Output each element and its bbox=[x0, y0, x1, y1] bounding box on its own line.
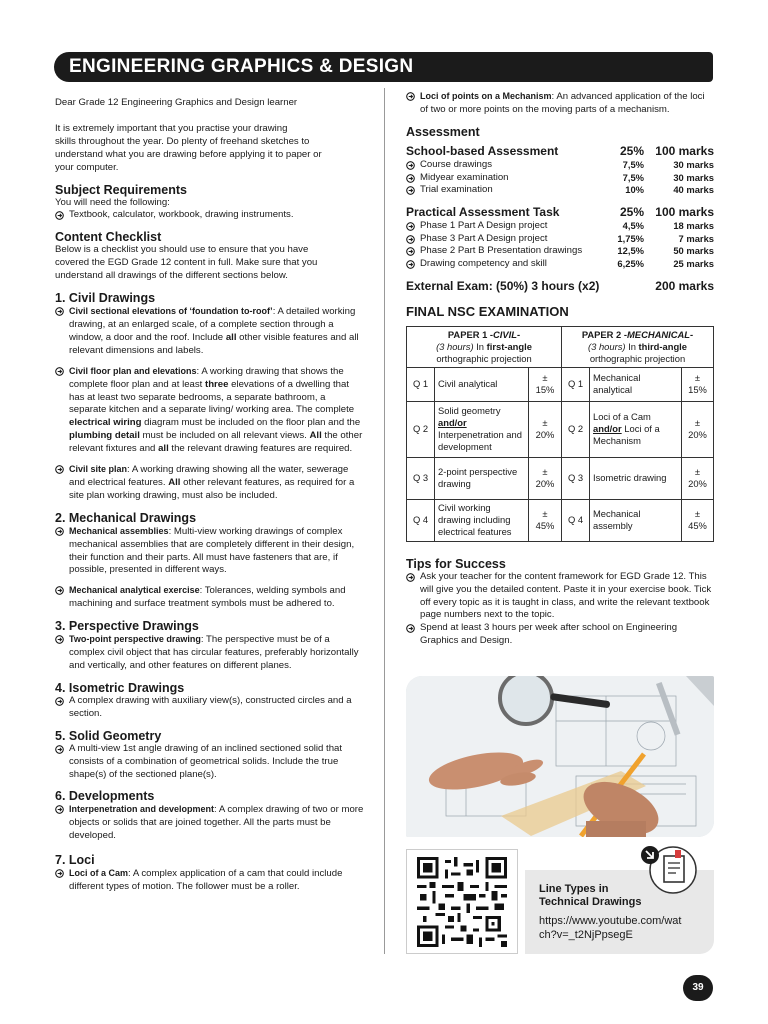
table-header-row bbox=[407, 326, 714, 367]
mechanical-heading: 2. Mechanical Drawings bbox=[55, 510, 197, 525]
title-bar bbox=[54, 52, 713, 82]
page-number: 39 bbox=[683, 975, 713, 1001]
arrow-bullet-icon bbox=[55, 211, 64, 220]
subject-requirements-heading: Subject Requirements bbox=[55, 182, 187, 197]
list-item: Loci of points on a Mechanism: An advanced application of the loci of two or more points on the moving parts of a mechanism. bbox=[406, 90, 714, 117]
assessment-row: Midyear examination 7,5% 30 marks bbox=[406, 172, 714, 185]
subject-requirements-text: You will need the following: bbox=[55, 196, 170, 208]
arrow-bullet-icon bbox=[55, 697, 64, 706]
assessment-row: Course drawings 7,5% 30 marks bbox=[406, 159, 714, 172]
pat-header-row: Practical Assessment Task 25% 100 marks bbox=[406, 204, 714, 219]
checklist-line-2: covered the EGD Grade 12 content in full. Make sure that you bbox=[55, 257, 318, 269]
left-column bbox=[55, 97, 365, 894]
list-item: Mechanical analytical exercise: Tolerances, welding symbols and machining and surface treatment symbols must be adhered to. bbox=[55, 584, 365, 611]
list-item: A multi-view 1st angle drawing of an inclined sectioned solid that consists of a combination of geometrical solids. Include the true shape(s) of the sectioned plane(s). bbox=[55, 743, 365, 782]
arrow-bullet-icon bbox=[55, 745, 64, 754]
arrow-bullet-icon bbox=[406, 260, 415, 274]
list-item: A complex drawing with auxiliary view(s), constructed circles and a section. bbox=[55, 695, 365, 721]
content-checklist-heading: Content Checklist bbox=[55, 230, 162, 245]
list-item: Interpenetration and development: A complex drawing of two or more objects or solids that are joined together. All the parts must be developed. bbox=[55, 803, 365, 843]
intro-line-3: understand what you are drawing before applying it to paper or bbox=[55, 148, 322, 160]
video-title: Line Types in Technical Drawings bbox=[539, 883, 642, 908]
arrow-bullet-icon bbox=[406, 186, 415, 200]
checklist-line-3: understand all drawings of the different sections below. bbox=[55, 270, 288, 282]
page-title: ENGINEERING GRAPHICS & DESIGN bbox=[69, 56, 414, 77]
greeting: Dear Grade 12 Engineering Graphics and Design learner bbox=[55, 97, 298, 108]
table-row: Q 2 Solid geometry and/or Interpenetration and development ± 20% Q 2 Loci of a Cam and/or Loci of a Mechanism ± 20% bbox=[407, 401, 714, 457]
arrow-bullet-icon bbox=[55, 527, 64, 536]
table-row: Q 1 Civil analytical ± 15% Q 1 Mechanical analytical ± 15% bbox=[407, 367, 714, 401]
paper-1-header: PAPER 1 -CIVIL- (3 hours) In first-angle orthographic projection bbox=[407, 326, 562, 367]
list-item: Loci of a Cam: A complex application of a cam that could include different types of motion. The follower must be a roller. bbox=[55, 867, 365, 894]
column-divider bbox=[384, 88, 385, 954]
intro-line-4: your computer. bbox=[55, 161, 119, 173]
arrow-bullet-icon bbox=[406, 573, 415, 582]
list-item: Two-point perspective drawing: The perspective must be of a complex civil object that has circular features, preferably horizontally and vertically, and other features on different planes. bbox=[55, 633, 365, 673]
perspective-heading: 3. Perspective Drawings bbox=[55, 619, 199, 634]
qr-code[interactable] bbox=[406, 849, 518, 954]
list-item: Textbook, calculator, workbook, drawing instruments. bbox=[55, 209, 365, 222]
assessment-row: Trial examination 10% 40 marks bbox=[406, 184, 714, 197]
arrow-bullet-icon bbox=[406, 92, 415, 101]
assessment-row: Drawing competency and skill 6,25% 25 marks bbox=[406, 258, 714, 271]
tips-heading: Tips for Success bbox=[406, 556, 506, 571]
assessment-row: Phase 3 Part A Design project 1,75% 7 marks bbox=[406, 233, 714, 246]
arrow-bullet-icon bbox=[55, 367, 64, 376]
isometric-heading: 4. Isometric Drawings bbox=[55, 680, 185, 695]
assessment-row: Phase 1 Part A Design project 4,5% 18 marks bbox=[406, 220, 714, 233]
arrow-bullet-icon bbox=[55, 805, 64, 814]
paper-2-header: PAPER 2 -MECHANICAL- (3 hours) In third-angle orthographic projection bbox=[562, 326, 714, 367]
arrow-bullet-icon bbox=[55, 465, 64, 474]
nsc-exam-table bbox=[406, 326, 714, 542]
intro-line-2: skills throughout the year. Do plenty of freehand sketches to bbox=[55, 135, 310, 147]
final-nsc-heading: FINAL NSC EXAMINATION bbox=[406, 303, 569, 319]
list-item: Civil floor plan and elevations: A working drawing that shows the complete floor plan and at least three elevations of a dwelling that has at least two separate bedrooms, a separate bathroom, a separate kitchen and a separate living/ working area. The complete electrical wiring diagram must be included on the floor plan and the plumbing detail must be included on all relevant views. All the other relevant fixtures and all the relevant drawing features are required. bbox=[55, 365, 365, 456]
arrow-bullet-icon bbox=[55, 635, 64, 644]
arrow-bullet-icon bbox=[406, 624, 415, 633]
loci-heading: 7. Loci bbox=[55, 853, 95, 868]
solid-geometry-heading: 5. Solid Geometry bbox=[55, 728, 162, 743]
list-item: Ask your teacher for the content framework for EGD Grade 12. This will give you the detailed content. Paste it in your exercise book. Tick off every topic as it is taught in class, and write the relevant textbook page numbers next to the topic. bbox=[406, 571, 714, 623]
list-item: Civil sectional elevations of ‘foundation to-roof’: A detailed working drawing, at an enlarged scale, of a complete section through a window, a door and the roof. Include all other visible features and all relevant dimensions and labels. bbox=[55, 305, 365, 358]
arrow-bullet-icon bbox=[55, 586, 64, 595]
table-row: Q 3 2-point perspective drawing ± 20% Q 3 Isometric drawing ± 20% bbox=[407, 457, 714, 499]
civil-heading: 1. Civil Drawings bbox=[55, 291, 156, 306]
checklist-line-1: Below is a checklist you should use to ensure that you have bbox=[55, 244, 309, 256]
list-item: Mechanical assemblies: Multi-view working drawings of complex mechanical assemblies that are completely different in their design, their function and their parts. All must have fasteners that are, if possible, presented in different ways. bbox=[55, 525, 365, 578]
external-exam-row: External Exam: (50%) 3 hours (x2) 200 marks bbox=[406, 278, 714, 293]
drafting-photo bbox=[406, 676, 714, 837]
right-column bbox=[406, 90, 714, 648]
assessment-heading: Assessment bbox=[406, 124, 480, 139]
developments-heading: 6. Developments bbox=[55, 789, 155, 804]
assessment-row: Phase 2 Part B Presentation drawings 12,5% 50 marks bbox=[406, 245, 714, 258]
list-item: Spend at least 3 hours per week after school on Engineering Graphics and Design. bbox=[406, 622, 714, 648]
intro-line-1: It is extremely important that you practise your drawing bbox=[55, 122, 288, 134]
video-url[interactable]: https://www.youtube.com/watch?v=_t2NjPpsegE bbox=[539, 915, 682, 941]
sba-header-row: School-based Assessment 25% 100 marks bbox=[406, 143, 714, 158]
document-link-icon bbox=[640, 840, 700, 899]
arrow-bullet-icon bbox=[55, 869, 64, 878]
table-row: Q 4 Civil working drawing including electrical features ± 45% Q 4 Mechanical assembly ± 45% bbox=[407, 499, 714, 541]
list-item: Civil site plan: A working drawing showing all the water, sewerage and electrical features. All other relevant features, as required for a site plan working drawing, must also be included. bbox=[55, 463, 365, 503]
arrow-bullet-icon bbox=[55, 307, 64, 316]
